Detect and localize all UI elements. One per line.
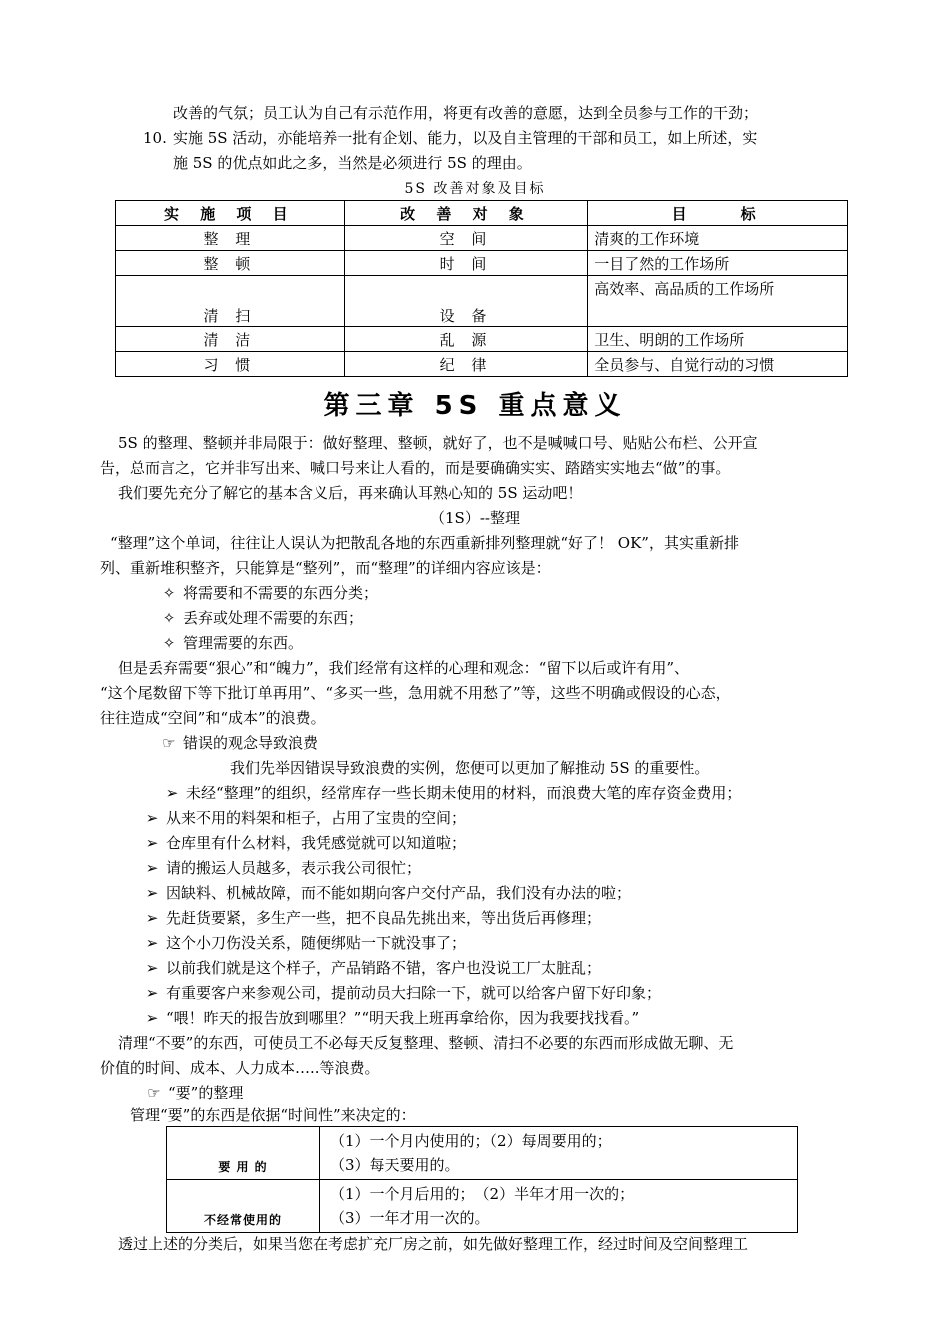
- arrow-head-icon: ➢: [145, 809, 159, 827]
- cell-item: 清 洁: [116, 327, 345, 352]
- cell-item: 整 顿: [116, 251, 345, 276]
- arrow-head-icon: ➢: [145, 1009, 159, 1027]
- arrow-head-icon: ➢: [145, 884, 159, 902]
- arrow-head-icon: ➢: [145, 984, 159, 1002]
- arrow-head-icon: ➢: [145, 959, 159, 977]
- cell-item: 清 扫: [116, 276, 345, 327]
- improvement-targets-table: [115, 200, 848, 377]
- cell-goal: 一目了然的工作场所: [588, 251, 848, 276]
- header-object: 改 善 对 象: [344, 201, 588, 226]
- list-item: ➢ “喂！昨天的报告放到哪里？”“明天我上班再拿给你，因为我要找找看。”: [138, 1008, 639, 1028]
- para4-line1: 但是丢弃需要“狠心”和“魄力”，我们经常有这样的心理和观念：“留下以后或许有用”、: [118, 659, 690, 677]
- list-item: ➢ 未经“整理”的组织，经常库存一些长期未使用的材料，而浪费大笔的库存资金费用；: [158, 783, 741, 803]
- table-row: [116, 251, 848, 276]
- usage-frequency-table: [166, 1126, 798, 1233]
- diamond-outline-icon: ✧: [162, 609, 176, 627]
- cell-object: 时 间: [344, 251, 588, 276]
- cell-object: 空 间: [344, 226, 588, 251]
- arrow-head-icon: ➢: [165, 784, 179, 802]
- table-row: [167, 1127, 798, 1180]
- para8: 透过上述的分类后，如果当您在考虑扩充厂房之前，如先做好整理工作，经过时间及空间整理工: [118, 1235, 749, 1253]
- cell-object: 乱 源: [344, 327, 588, 352]
- subheading-wrong-ideas: ☞ 错误的观念导致浪费: [155, 733, 318, 753]
- list-item: ➢ 请的搬运人员越多，表示我公司很忙；: [138, 858, 421, 878]
- cell-goal: 高效率、高品质的工作场所: [588, 276, 848, 327]
- para3-line2: 列、重新堆积整齐，只能算是“整列”，而“整理”的详细内容应该是：: [100, 559, 551, 577]
- para1-line2: 告，总而言之，它并非写出来、喊口号来让人看的，而是要确确实实、踏踏实实地去“做”的事。: [100, 459, 731, 477]
- arrow-head-icon: ➢: [145, 909, 159, 927]
- para6-line2: 价值的时间、成本、人力成本…..等浪费。: [100, 1059, 380, 1077]
- list-item: ➢ 有重要客户来参观公司，提前动员大扫除一下，就可以给客户留下好印象；: [138, 983, 661, 1003]
- row-label: 要 用 的: [167, 1127, 320, 1180]
- cell-object: 纪 律: [344, 352, 588, 377]
- list-item: ➢ 因缺料、机械故障，而不能如期向客户交付产品，我们没有办法的啦；: [138, 883, 631, 903]
- cell-goal: 卫生、明朗的工作场所: [588, 327, 848, 352]
- row-values: （1）一个月后用的； （2）半年才用一次的； （3）一年才用一次的。: [320, 1180, 798, 1233]
- table1-caption: 5S 改善对象及目标: [404, 181, 546, 197]
- arrow-head-icon: ➢: [145, 834, 159, 852]
- para7: 管理“要”的东西是依据“时间性”来决定的：: [130, 1106, 416, 1124]
- pointing-hand-icon: ☞: [147, 1084, 161, 1102]
- intro-line-1: 改善的气氛；员工认为自己有示范作用，将更有改善的意愿，达到全员参与工作的干劲；: [173, 104, 759, 122]
- cell-item: 整 理: [116, 226, 345, 251]
- cell-goal: 全员参与、自觉行动的习惯: [588, 352, 848, 377]
- cell-object: 设 备: [344, 276, 588, 327]
- para4-line2: “这个尾数留下等下批订单再用”、“多买一些，急用就不用愁了”等，这些不明确或假设的心态，: [100, 684, 731, 702]
- arrow-head-icon: ➢: [145, 934, 159, 952]
- cell-item: 习 惯: [116, 352, 345, 377]
- para2: 我们要先充分了解它的基本含义后，再来确认耳熟心知的 5S 运动吧！: [118, 484, 583, 502]
- para1-line1: 5S 的整理、整顿并非局限于：做好整理、整顿，就好了，也不是喊喊口号、贴贴公布栏、公开宣: [118, 434, 758, 452]
- para3-line1: “整理”这个单词，往往让人误认为把散乱各地的东西重新排列整理就“好了！ OK”，其实重新排: [110, 534, 739, 552]
- para5: 我们先举因错误导致浪费的实例，您便可以更加了解推动 5S 的重要性。: [230, 759, 710, 777]
- list-item: ➢ 仓库里有什么材料，我凭感觉就可以知道啦；: [138, 833, 466, 853]
- diamond-outline-icon: ✧: [162, 584, 176, 602]
- table-row: [116, 327, 848, 352]
- table-row: [116, 276, 848, 327]
- list-item: ✧ 将需要和不需要的东西分类；: [155, 583, 378, 603]
- chapter-title: 第三章 5S 重点意义: [323, 391, 627, 421]
- subheading-needed-items: ☞ “要”的整理: [140, 1083, 243, 1103]
- arrow-head-icon: ➢: [145, 859, 159, 877]
- table-header-row: [116, 201, 848, 226]
- diamond-outline-icon: ✧: [162, 634, 176, 652]
- list-item: ➢ 从来不用的料架和柜子，占用了宝贵的空间；: [138, 808, 466, 828]
- header-goal: 目 标: [588, 201, 848, 226]
- para6-line1: 清理“不要”的东西，可使员工不必每天反复整理、整顿、清扫不必要的东西而形成做无聊、无: [118, 1034, 734, 1052]
- item-10-line-1: 实施 5S 活动，亦能培养一批有企划、能力，以及自主管理的干部和员工，如上所述，实: [173, 129, 758, 147]
- cell-goal: 清爽的工作环境: [588, 226, 848, 251]
- row-label: 不经常使用的: [167, 1180, 320, 1233]
- header-item: 实 施 项 目: [116, 201, 345, 226]
- list-item: ➢ 这个小刀伤没关系，随便绑贴一下就没事了；: [138, 933, 466, 953]
- table-row: [167, 1180, 798, 1233]
- section-1s-heading: （1S）--整理: [430, 509, 520, 527]
- table-row: [116, 352, 848, 377]
- table-row: [116, 226, 848, 251]
- list-item: ➢ 以前我们就是这个样子，产品销路不错，客户也没说工厂太脏乱；: [138, 958, 601, 978]
- item-10-number: 10.: [143, 129, 167, 147]
- list-item: ✧ 丢弃或处理不需要的东西；: [155, 608, 363, 628]
- pointing-hand-icon: ☞: [162, 734, 176, 752]
- para4-line3: 往往造成“空间”和“成本”的浪费。: [100, 709, 326, 727]
- list-item: ✧ 管理需要的东西。: [155, 633, 303, 653]
- item-10-line-2: 施 5S 的优点如此之多，当然是必须进行 5S 的理由。: [173, 154, 532, 172]
- list-item: ➢ 先赶货要紧，多生产一些，把不良品先挑出来，等出货后再修理；: [138, 908, 601, 928]
- row-values: （1）一个月内使用的；（2）每周要用的； （3）每天要用的。: [320, 1127, 798, 1180]
